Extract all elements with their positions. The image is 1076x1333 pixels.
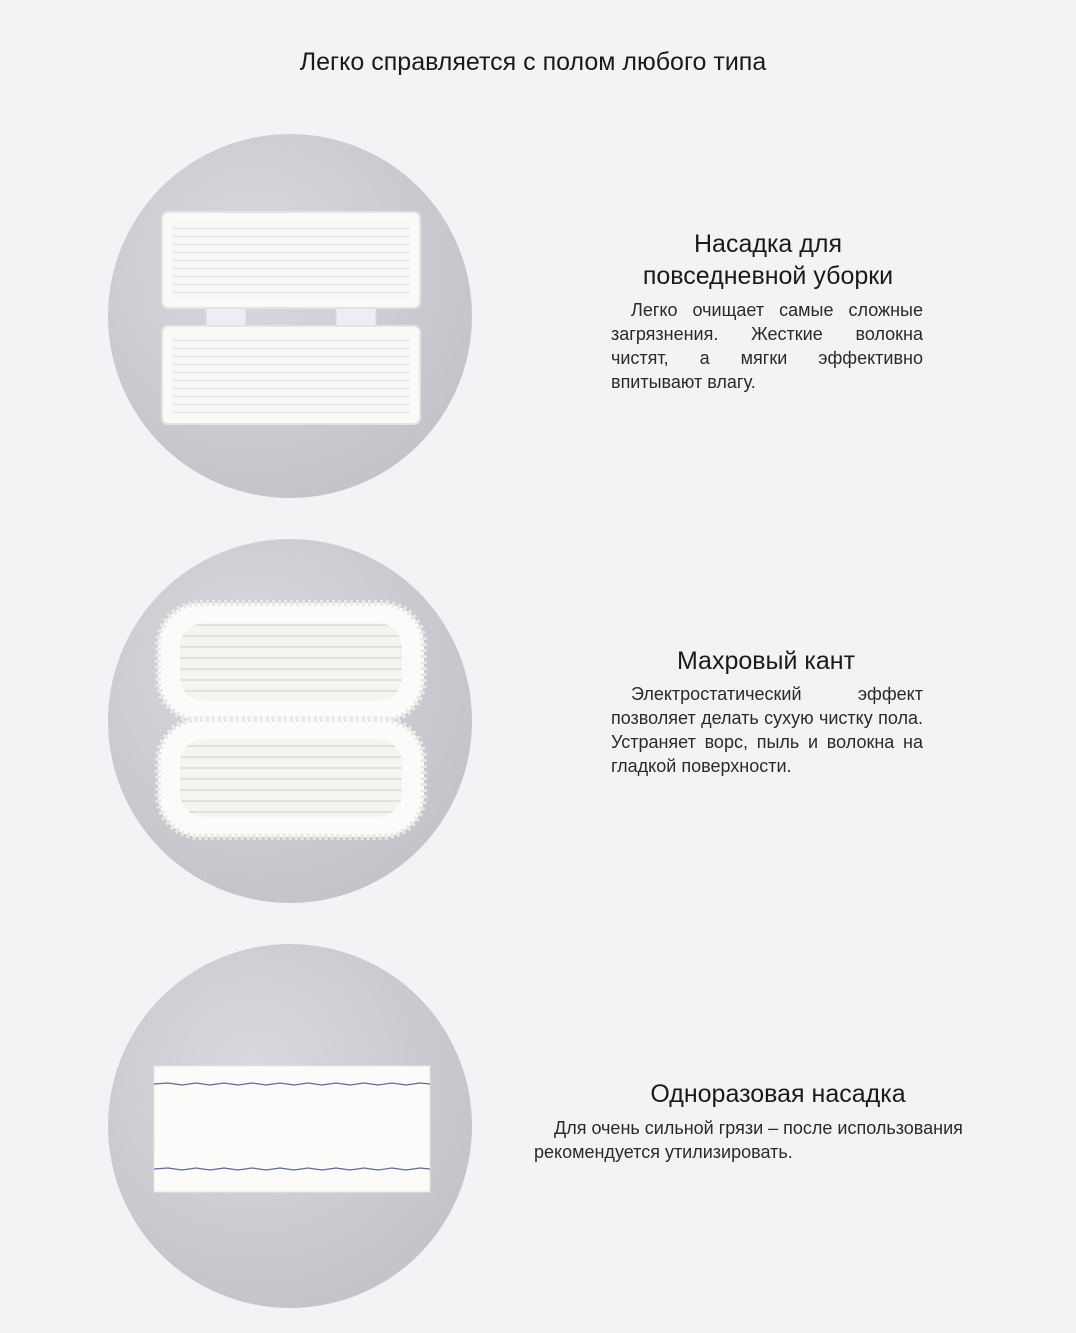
feature-title-daily-cleaning xyxy=(608,228,928,292)
terry-edge-pad-image xyxy=(108,539,472,903)
daily-cleaning-pad-image xyxy=(108,134,472,498)
page-title: Легко справляется с полом любого типа xyxy=(299,48,767,76)
feature-description-terry-edge: Электростатический эффект позволяет делать сухую чистку пола. Устраняет ворс, пыль и волокна на гладкой поверхности. xyxy=(611,684,923,776)
daily-cleaning-pad-icon xyxy=(108,134,472,498)
feature-title-daily-line1: Насадка для xyxy=(694,230,842,258)
feature-description-disposable: Для очень сильной грязи – после использования рекомендуется утилизировать. xyxy=(534,1118,963,1162)
disposable-pad-icon xyxy=(108,944,472,1308)
feature-title-disposable: Одноразовая насадка xyxy=(650,1080,906,1108)
terry-edge-pad-icon xyxy=(108,539,472,903)
feature-description-daily-cleaning: Легко очищает самые сложные загрязнения. Жесткие волокна чистят, а мягки эффективно впитывают влагу. xyxy=(611,300,923,392)
feature-title-terry-edge: Махровый кант xyxy=(676,647,856,675)
disposable-pad-image xyxy=(108,944,472,1308)
feature-title-daily-line2: повседневной уборки xyxy=(642,262,894,290)
